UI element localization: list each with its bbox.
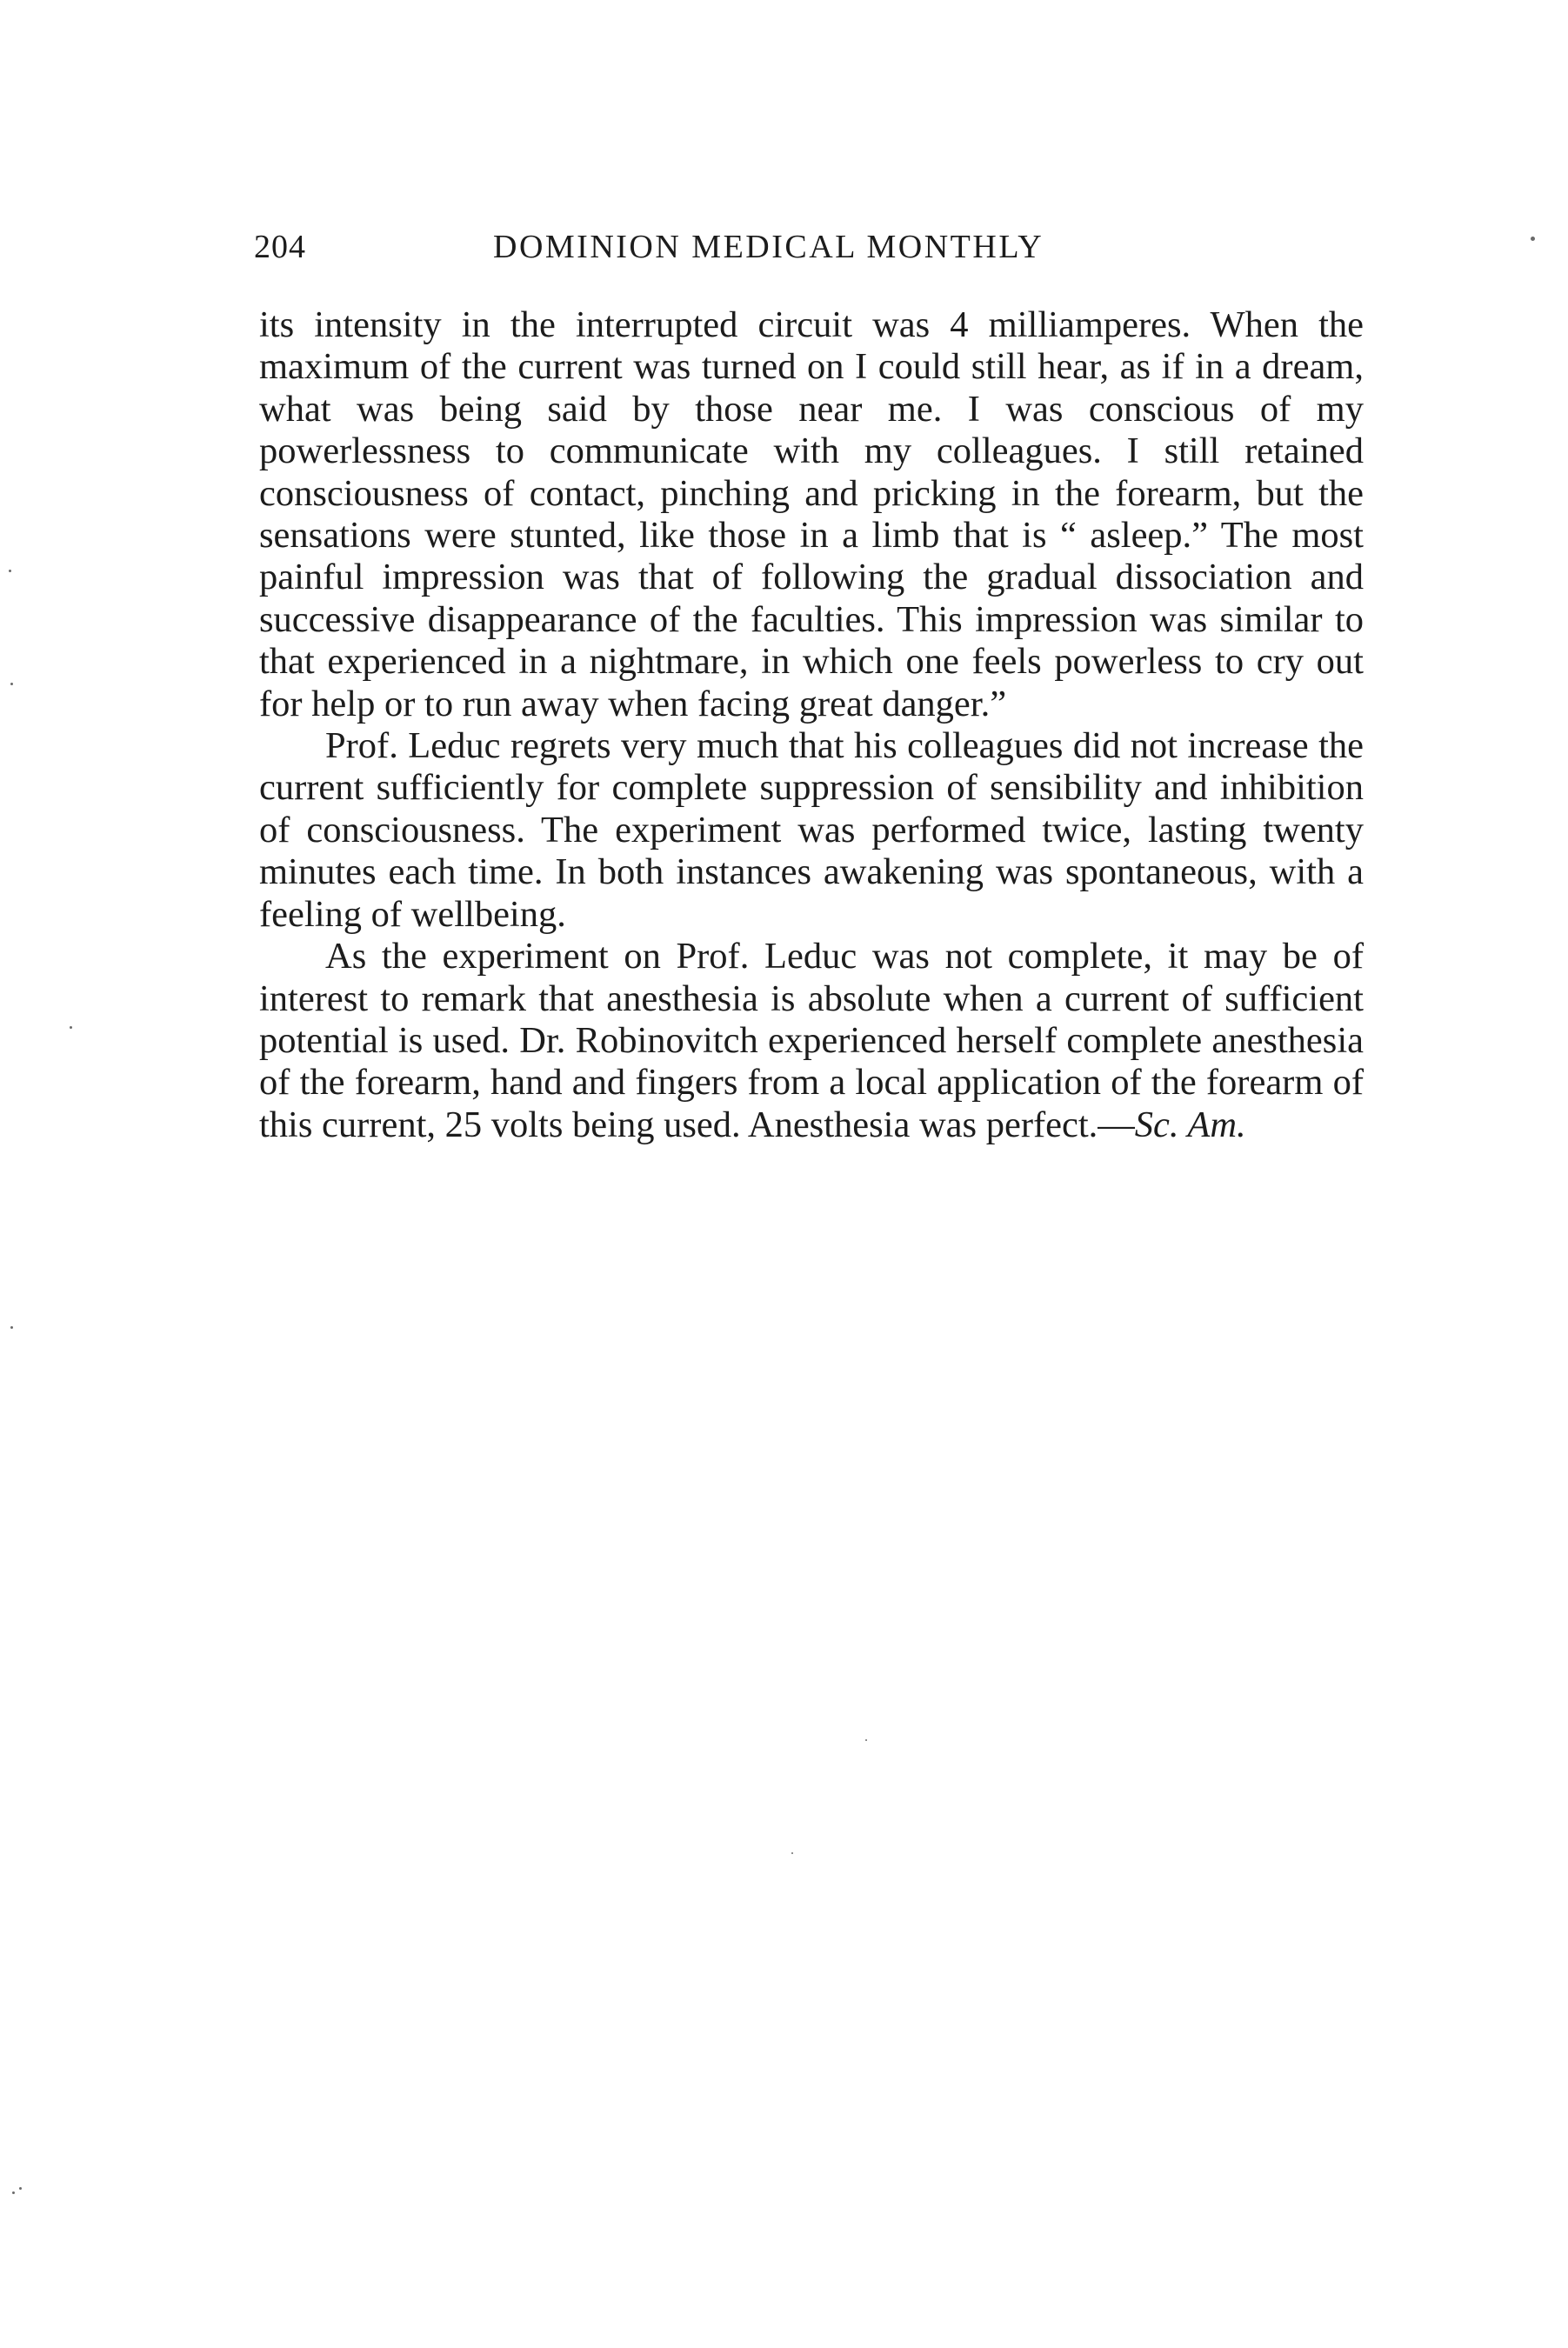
margin-speck: [10, 1326, 13, 1329]
paragraph-anesthesia-absolute: [259, 936, 1364, 1146]
running-head: [254, 228, 1385, 271]
margin-speck: [1531, 237, 1535, 241]
margin-speck: [19, 2187, 22, 2190]
margin-speck: [9, 570, 11, 572]
paragraph-anesthesia-text: As the experiment on Prof. Leduc was not complete, it may be of interest to remark that anesthesia is absolute when a current of sufficient potential is used. Dr. Robinovitch experienced herself complete anesthesia of the forearm, hand and fingers from a local application of the forearm of this current, 25 volts being used. Anesthesia was perfect.—: [259, 936, 1364, 1145]
margin-speck: [10, 683, 13, 685]
margin-speck: [865, 1739, 867, 1741]
margin-speck: [70, 1026, 72, 1029]
paragraph-continued-quote: its intensity in the interrupted circuit was 4 milliamperes. When the maximum of the current was turned on I could still hear, as if in a dream, what was being said by those near me. I was conscious of my powerlessness to communicate with my colleagues. I still retained consciousness of contact, pinching and pricking in the forearm, but the sensations were stunted, like those in a limb that is “ asleep.” The most painful impression was that of following the gradual dissociation and successive disappearance of the faculties. This impression was similar to that experienced in a nightmare, in which one feels powerless to cry out for help or to run away when facing great danger.”: [259, 304, 1364, 724]
article-body: [259, 304, 1364, 1146]
source-citation: Sc. Am.: [1134, 1104, 1246, 1145]
paragraph-leduc-regrets: Prof. Leduc regrets very much that his colleagues did not increase the current sufficiently for complete suppression of sensibility and inhibition of consciousness. The experiment was performed twice, lasting twenty minutes each time. In both instances awakening was spontaneous, with a feeling of wellbeing.: [259, 725, 1364, 935]
margin-speck: [12, 2191, 15, 2194]
margin-speck: [791, 1852, 793, 1854]
journal-title: DOMINION MEDICAL MONTHLY: [493, 229, 1044, 265]
page-number: 204: [254, 229, 306, 265]
